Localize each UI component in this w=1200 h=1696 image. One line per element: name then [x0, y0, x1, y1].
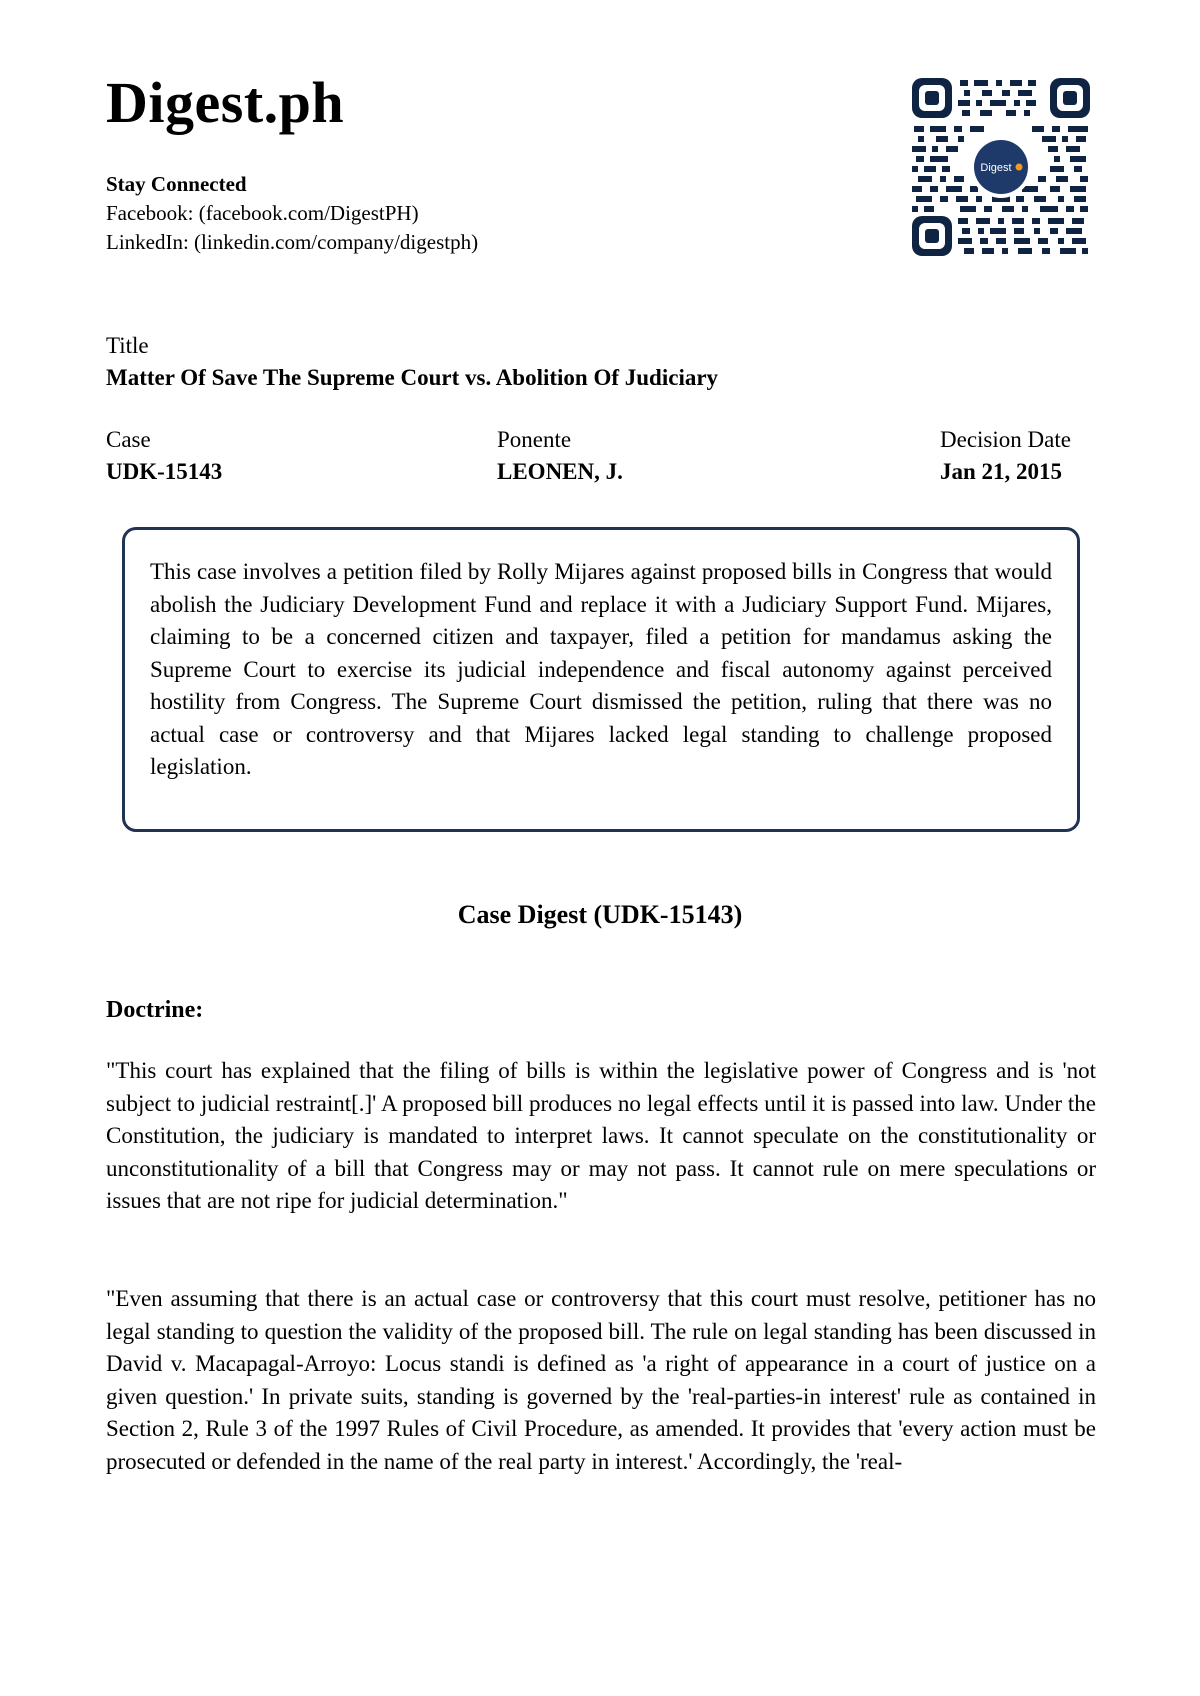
title-block: [106, 330, 718, 394]
summary-box: [122, 527, 1080, 832]
case-label: Case: [106, 427, 151, 452]
stay-connected-label: Stay Connected: [106, 172, 247, 196]
facebook-link[interactable]: Facebook: (facebook.com/DigestPH): [106, 201, 419, 225]
doctrine-label: Doctrine:: [106, 997, 204, 1023]
linkedin-link[interactable]: LinkedIn: (linkedin.com/company/digestph): [106, 230, 479, 254]
ponente-label: Ponente: [497, 427, 572, 452]
stay-connected-block: [106, 170, 478, 257]
summary-text: This case involves a petition filed by Rolly Mijares against proposed bills in Congress that would abolish the Judiciary Development Fund and replace it with a Judiciary Support Fund. Mijares, claiming to be a concerned citizen and taxpayer, filed a petition for mandamus asking the Supreme Court to exercise its judicial independence and fiscal autonomy against perceived hostility from Congress. The Supreme Court dismissed the petition, ruling that there was no actual case or controversy and that Mijares lacked legal standing to challenge proposed legislation.: [150, 559, 1052, 779]
title-label: Title: [106, 333, 149, 358]
case-title: Matter Of Save The Supreme Court vs. Abolition Of Judiciary: [106, 365, 719, 390]
brand-title: Digest.ph: [106, 70, 345, 135]
case-number: UDK-15143: [106, 459, 223, 484]
decision-date-value: Jan 21, 2015: [940, 459, 1063, 484]
ponente-field: [497, 424, 623, 488]
decision-date-field: [940, 424, 1071, 488]
doctrine-paragraph: "This court has explained that the filing of bills is within the legislative power of Congress and is 'not subject to judicial restraint[.]' A proposed bill produces no legal effects until it is passed into law. Under the Constitution, the judiciary is mandated to interpret laws. It cannot speculate on the constitutionality or unconstitutionality of a bill that Congress may or may not pass. It cannot rule on mere speculations or issues that are not ripe for judicial determination.": [106, 1058, 1096, 1213]
ponente-value: LEONEN, J.: [497, 459, 623, 484]
qr-logo-text: Digest: [980, 162, 1012, 174]
decision-date-label: Decision Date: [940, 427, 1071, 452]
digest-heading: Case Digest (UDK-15143): [457, 900, 743, 929]
doctrine-paragraph: "Even assuming that there is an actual case or controversy that this court must resolve, petitioner has no legal standing to question the validity of the proposed bill. The rule on legal standing has been discussed in David v. Macapagal-Arroyo: Locus standi is defined as 'a right of appearance in a court of justice on a given question.' In private suits, standing is governed by the 'real-parties-in interest' rule as contained in Section 2, Rule 3 of the 1997 Rules of Civil Procedure, as amended. It provides that 'every action must be prosecuted or defended in the name of the real party in interest.' Accordingly, the 'real-: [106, 1286, 1096, 1474]
qr-code: [910, 76, 1092, 258]
case-field: [106, 424, 222, 488]
